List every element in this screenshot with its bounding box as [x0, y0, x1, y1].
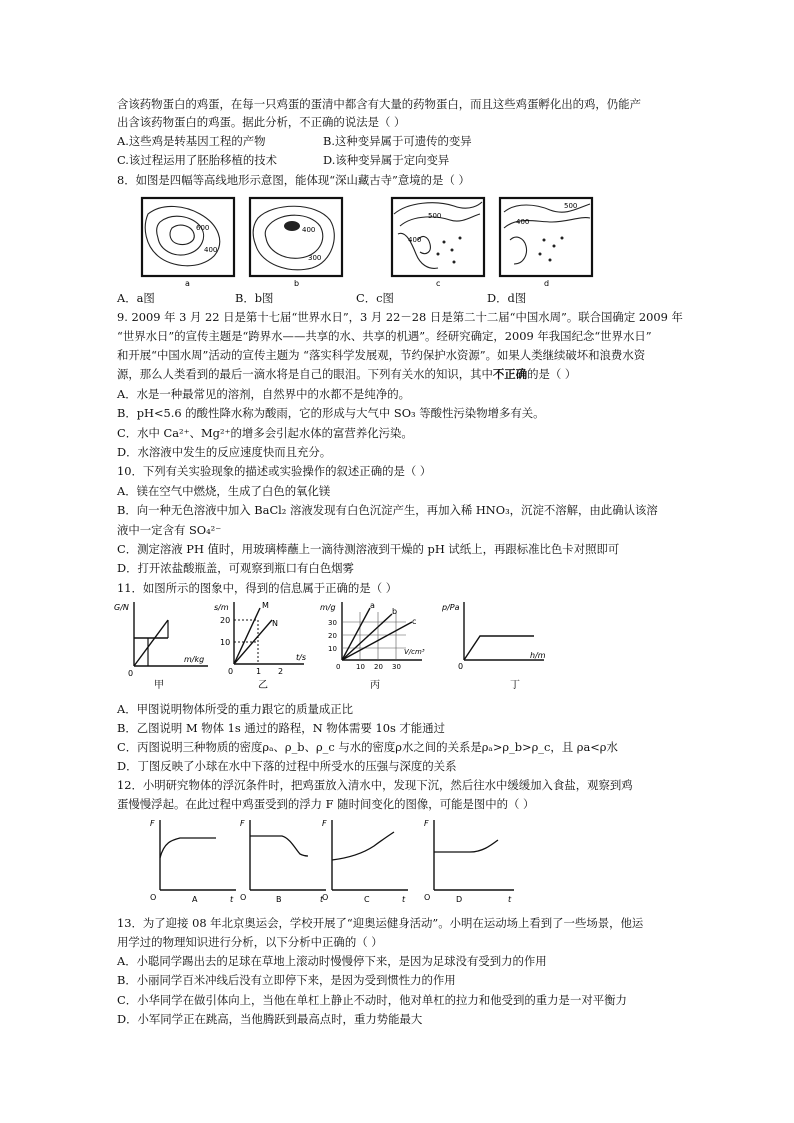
map-d-contour-label-1: 500 — [564, 202, 578, 210]
graph-yi-ylabel: s/m — [214, 603, 229, 612]
graph-12-c-origin: O — [322, 893, 329, 902]
graph-bing-ylabel: m/g — [320, 603, 336, 612]
graph-12-c-letter: C — [364, 895, 370, 904]
q9-emphasis: 不正确 — [492, 367, 528, 381]
svg-text:0: 0 — [128, 669, 134, 678]
svg-text:0: 0 — [336, 663, 341, 671]
graph-yi-ytick-10: 10 — [220, 638, 231, 647]
q8-option-b: B．b图 — [235, 291, 274, 305]
q9-stem-line3: 和开展“中国水周”活动的宣传主题为 “落实科学发展观，节约保护水资源”。如果人类继续破坏和浪费水资 — [117, 348, 646, 362]
graph-bing-xlabel: V/cm³ — [404, 648, 425, 656]
q8-option-d: D．d图 — [487, 291, 527, 305]
graph-yi — [212, 598, 312, 690]
graph-bing-line-b: b — [392, 607, 398, 616]
svg-text:0: 0 — [228, 667, 234, 676]
graph-ding-caption: 丁 — [510, 680, 520, 690]
graph-yi-line-n: N — [272, 619, 278, 628]
graph-12-b-ylabel: F — [240, 819, 245, 828]
graph-12-a-letter: A — [192, 895, 198, 904]
map-c-contour-label-2: 400 — [408, 236, 422, 244]
graph-jia-ylabel: G/N — [114, 603, 129, 612]
map-b-contour-label-1: 400 — [302, 226, 316, 234]
graph-jia-caption: 甲 — [154, 680, 164, 690]
graph-12-d-origin: O — [424, 893, 431, 902]
q10-option-c: C．测定溶液 PH 值时，用玻璃棒蘸上一滴待测溶液到干燥的 pH 试纸上，再跟标准比色卡对照即可 — [117, 542, 620, 556]
map-c-contour-label-1: 500 — [428, 212, 442, 220]
map-a-contour-label-2: 400 — [204, 246, 218, 254]
graph-bing-line-a: a — [370, 601, 375, 610]
svg-text:0: 0 — [458, 662, 464, 671]
graph-bing-xtick-10: 10 — [356, 663, 365, 671]
graph-12-a-ylabel: F — [150, 819, 155, 828]
graph-12-c-ylabel: F — [322, 819, 327, 828]
q12-stem-line1: 12．小明研究物体的浮沉条件时，把鸡蛋放入清水中，发现下沉，然后往水中缓缓加入食盐，观察到鸡 — [117, 778, 633, 792]
graph-yi-ytick-20: 20 — [220, 616, 231, 625]
q9-option-a: A．水是一种最常见的溶剂，自然界中的水都不是纯净的。 — [117, 387, 410, 401]
graph-12-c — [318, 816, 410, 904]
q9-option-b: B．pH<5.6 的酸性降水称为酸雨，它的形成与大气中 SO₃ 等酸性污染物增多有关。 — [117, 406, 545, 420]
graph-12-d-ylabel: F — [424, 819, 429, 828]
q13-option-c: C．小华同学在做引体向上，当他在单杠上静止不动时，他对单杠的拉力和他受到的重力是一对平衡力 — [117, 993, 627, 1007]
graph-12-d-xlabel: t — [508, 895, 512, 904]
q8-option-c: C．c图 — [356, 291, 394, 305]
map-c-letter: c — [436, 279, 441, 288]
graph-12-d-letter: D — [456, 895, 463, 904]
graph-yi-caption: 乙 — [258, 680, 268, 690]
map-a-letter: a — [185, 279, 190, 288]
graph-jia — [112, 598, 212, 690]
q11-option-b: B．乙图说明 M 物体 1s 通过的路程，N 物体需要 10s 才能通过 — [117, 721, 445, 735]
q13-option-b: B．小丽同学百米冲线后没有立即停下来，是因为受到惯性力的作用 — [117, 973, 456, 987]
q10-option-b-line1: B．向一种无色溶液中加入 BaCl₂ 溶液发现有白色沉淀产生，再加入稀 HNO₃，沉淀不溶解，由此确认该溶 — [117, 503, 658, 517]
q13-stem-line2: 用学过的物理知识进行分析，以下分析中正确的（ ） — [117, 935, 383, 949]
graph-12-b-letter: B — [276, 895, 282, 904]
graph-12-a-xlabel: t — [230, 895, 234, 904]
graph-bing-ytick-30: 30 — [328, 619, 337, 627]
q13-option-a: A．小聪同学踢出去的足球在草地上滚动时慢慢停下来，是因为足球没有受到力的作用 — [117, 954, 547, 968]
q9-stem-line1: 9. 2009 年 3 月 22 日是第十七届“世界水日”，3 月 22－28 日是第二十二届“中国水周”。联合国确定 2009 年 — [117, 310, 683, 324]
graph-12-d — [420, 816, 516, 904]
graph-12-c-xlabel: t — [402, 895, 406, 904]
q10-option-b-line2: 液中一定含有 SO₄²⁻ — [117, 523, 222, 537]
map-d-letter: d — [544, 279, 550, 288]
q10-option-d: D．打开浓盐酸瓶盖，可观察到瓶口有白色烟雾 — [117, 561, 354, 575]
q11-stem: 11．如图所示的图象中，得到的信息属于正确的是（ ） — [117, 581, 398, 595]
q9-stem-line4 — [117, 365, 576, 383]
graph-bing-xtick-20: 20 — [374, 663, 383, 671]
map-d-contour-label-2: 400 — [516, 218, 530, 226]
contour-map-b — [246, 194, 348, 288]
q12-stem-line2: 蛋慢慢浮起。在此过程中鸡蛋受到的浮力 F 随时间变化的图像，可能是图中的（ ） — [117, 797, 535, 811]
q10-stem: 10．下列有关实验现象的描述或实验操作的叙述正确的是（ ） — [117, 464, 432, 478]
graph-bing-ytick-20: 20 — [328, 632, 337, 640]
graph-12-a-origin: O — [150, 893, 157, 902]
q7-option-c: C.该过程运用了胚胎移植的技术 — [117, 153, 278, 167]
graph-ding-ylabel: p/Pa — [442, 603, 460, 612]
q13-option-d: D．小军同学正在跳高，当他腾跃到最高点时，重力势能最大 — [117, 1012, 423, 1026]
q7-stem-line2: 出含该药物蛋白的鸡蛋。据此分析，不正确的说法是（ ） — [117, 115, 406, 129]
q13-stem-line1: 13．为了迎接 08 年北京奥运会，学校开展了“迎奥运健身活动”。小明在运动场上看到了一些场景，他运 — [117, 916, 644, 930]
map-b-contour-label-2: 300 — [308, 254, 322, 262]
graph-12-b — [236, 816, 328, 904]
graph-ding — [440, 598, 552, 690]
q11-option-c: C．丙图说明三种物质的密度ρₐ、ρ_b、ρ_c 与水的密度ρ水之间的关系是ρₐ>ρ_b>ρ_c，且 ρa<ρ水 — [117, 740, 618, 754]
q9-option-c: C．水中 Ca²⁺、Mg²⁺的增多会引起水体的富营养化污染。 — [117, 426, 413, 440]
graph-yi-line-m: M — [262, 601, 269, 610]
graph-12-a — [146, 816, 238, 904]
graph-bing-line-c: c — [412, 617, 417, 626]
graph-bing-ytick-10: 10 — [328, 645, 337, 653]
q7-option-b: B.这种变异属于可遗传的变异 — [323, 134, 472, 148]
q9-stem-line2: “世界水日”的宣传主题是“跨界水——共享的水、共享的机遇”。经研究确定，2009 年我国纪念“世界水日” — [117, 329, 652, 343]
graph-bing-caption: 丙 — [370, 680, 380, 690]
contour-map-d — [496, 194, 598, 288]
q7-stem-line1: 含该药物蛋白的鸡蛋，在每一只鸡蛋的蛋清中都含有大量的药物蛋白，而且这些鸡蛋孵化出的鸡，仍能产 — [117, 97, 641, 111]
q9-option-d: D．水溶液中发生的反应速度快而且充分。 — [117, 445, 332, 459]
map-b-letter: b — [294, 279, 300, 288]
q8-option-a: A．a图 — [117, 291, 155, 305]
q9-stem-line4-c: 的是（ ） — [527, 367, 577, 381]
graph-yi-xlabel: t/s — [296, 653, 306, 662]
contour-map-a — [138, 194, 240, 288]
graph-yi-xtick-1: 1 — [256, 667, 262, 676]
contour-map-c — [388, 194, 490, 288]
q11-option-d: D．丁图反映了小球在水中下落的过程中所受水的压强与深度的关系 — [117, 759, 457, 773]
graph-bing-xtick-30: 30 — [392, 663, 401, 671]
graph-bing — [318, 598, 430, 690]
graph-ding-xlabel: h/m — [530, 651, 546, 660]
q7-option-a: A.这些鸡是转基因工程的产物 — [117, 134, 266, 148]
graph-12-b-origin: O — [240, 893, 247, 902]
graph-yi-xtick-2: 2 — [278, 667, 284, 676]
q11-option-a: A．甲图说明物体所受的重力跟它的质量成正比 — [117, 702, 354, 716]
q8-stem: 8．如图是四幅等高线地形示意图，能体现“深山藏古寺”意境的是（ ） — [117, 173, 470, 187]
map-a-contour-label-1: 600 — [196, 224, 210, 232]
graph-jia-xlabel: m/kg — [184, 655, 205, 664]
q7-option-d: D.该种变异属于定向变异 — [323, 153, 450, 167]
q9-stem-line4-a: 源，那么人类看到的最后一滴水将是自己的眼泪。下列有关水的知识，其中 — [117, 367, 493, 381]
q10-option-a: A．镁在空气中燃烧，生成了白色的氧化镁 — [117, 484, 331, 498]
graph-12-b-xlabel: t — [320, 895, 324, 904]
